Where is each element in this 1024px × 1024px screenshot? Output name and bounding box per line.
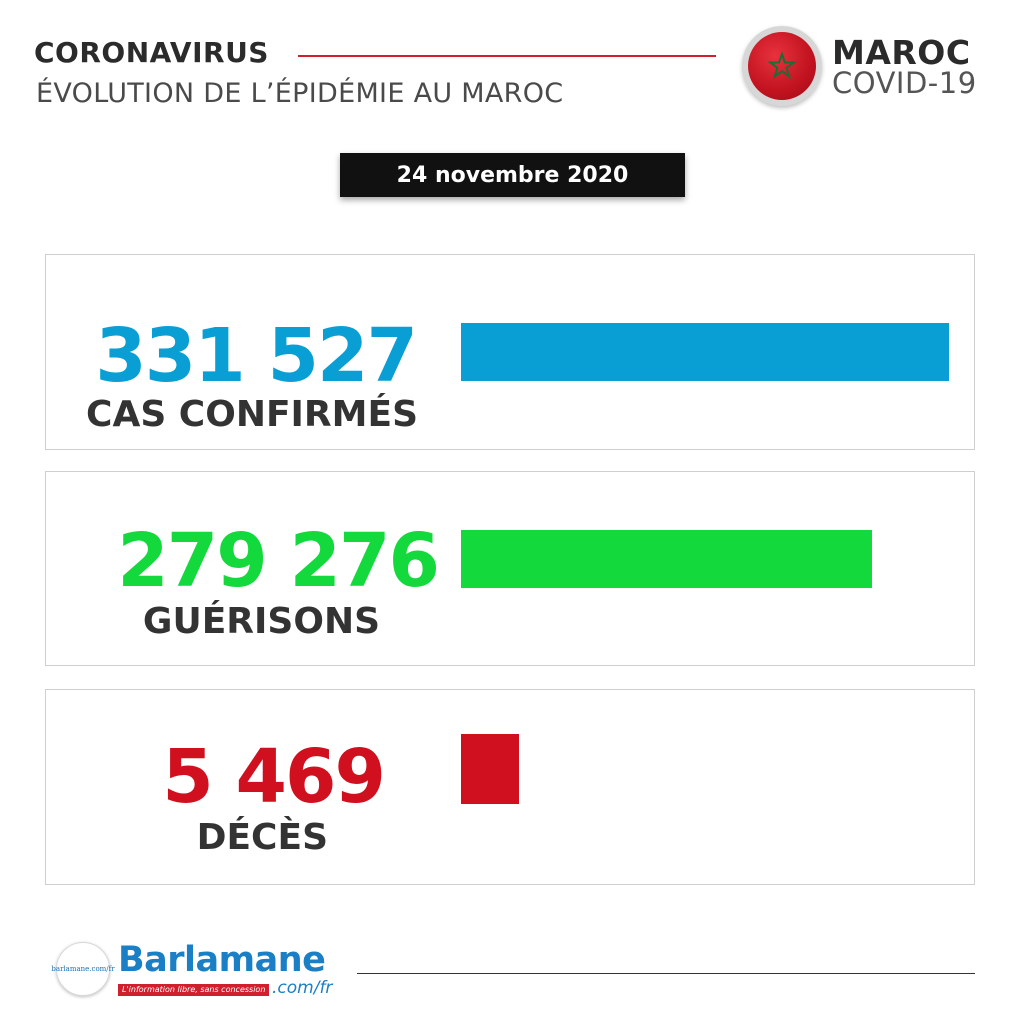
deaths-value: 5 469	[162, 734, 384, 820]
recovered-label: GUÉRISONS	[142, 601, 380, 642]
recovered-value: 279 276	[117, 518, 438, 604]
barlamane-logo-icon	[51, 942, 115, 996]
recovered-bar	[461, 530, 872, 588]
confirmed-bar	[461, 323, 949, 381]
footer-brand: Barlamane	[118, 940, 326, 980]
header-title: CORONAVIRUS	[34, 36, 269, 69]
header-subtitle: ÉVOLUTION DE L’ÉPIDÉMIE AU MAROC	[36, 78, 564, 109]
header-divider	[298, 55, 716, 57]
footer-tagline: L'information libre, sans concession	[118, 984, 269, 996]
confirmed-label: CAS CONFIRMÉS	[86, 394, 418, 435]
morocco-flag-icon	[742, 26, 822, 106]
logo-text: barlamane.com/fr	[51, 965, 115, 973]
confirmed-value: 331 527	[95, 313, 416, 399]
footer-divider	[357, 973, 975, 974]
deaths-bar	[461, 734, 519, 804]
stat-panel-recovered	[45, 471, 975, 666]
stat-panel-deaths	[45, 689, 975, 885]
brand-title: MAROC	[832, 33, 971, 72]
stat-panel-confirmed	[45, 254, 975, 450]
deaths-label: DÉCÈS	[196, 817, 328, 858]
footer-domain: .com/fr	[272, 978, 333, 998]
brand-subtitle: COVID-19	[832, 66, 977, 100]
date-banner: 24 novembre 2020	[340, 153, 685, 197]
